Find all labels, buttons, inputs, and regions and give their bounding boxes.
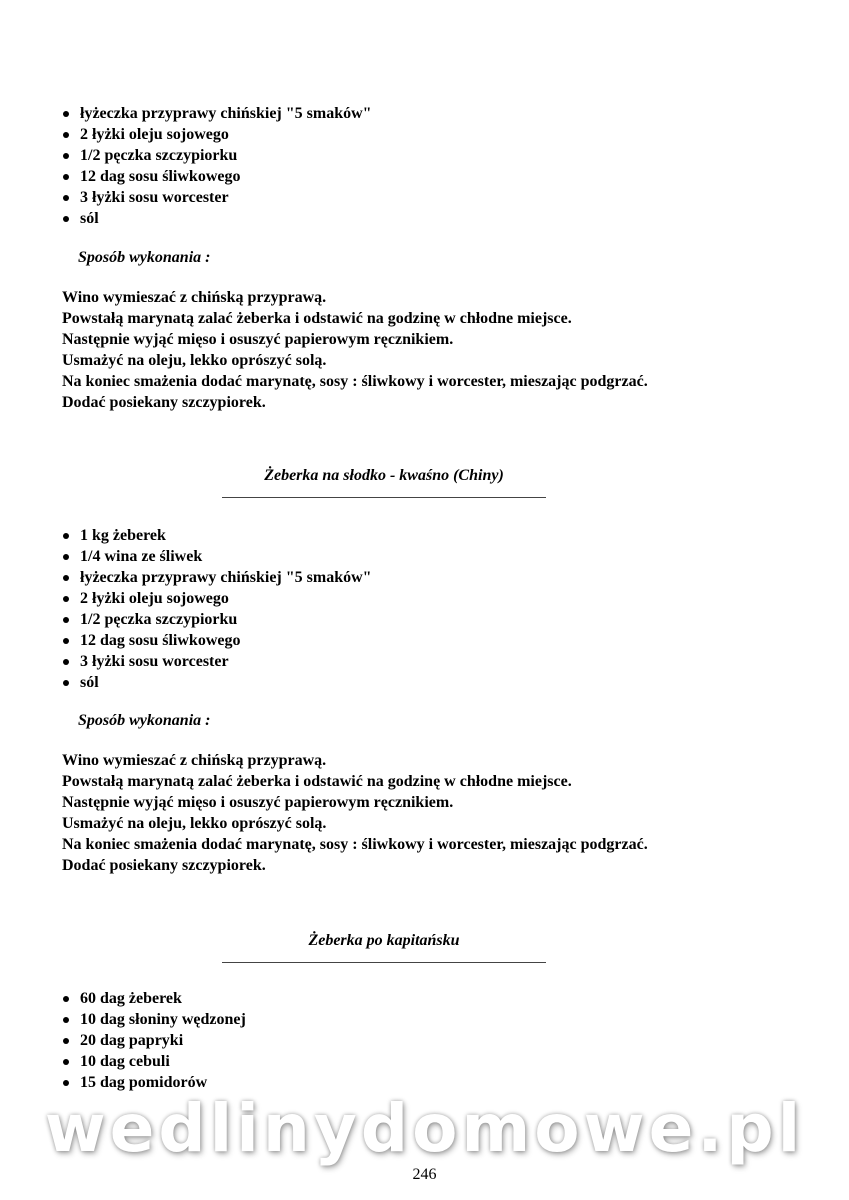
method-line: Usmażyć na oleju, lekko oprószyć solą. — [62, 352, 327, 369]
bullet-icon — [63, 575, 69, 581]
title-divider — [222, 962, 546, 963]
ingredient: 1/2 pęczka szczypiorku — [80, 147, 238, 164]
method-line: Dodać posiekany szczypiorek. — [62, 394, 266, 411]
ingredient: 15 dag pomidorów — [80, 1074, 208, 1091]
bullet-icon — [63, 596, 69, 602]
list-item — [0, 630, 849, 651]
ingredient: 1 kg żeberek — [80, 527, 166, 544]
bullet-icon — [63, 1080, 69, 1086]
list-item — [0, 1009, 849, 1030]
bullet-icon — [63, 1017, 69, 1023]
ingredient: 1/2 pęczka szczypiorku — [80, 611, 238, 628]
method-line: Dodać posiekany szczypiorek. — [62, 857, 266, 874]
method-line: Wino wymieszać z chińską przyprawą. — [62, 289, 327, 306]
list-item — [0, 103, 849, 124]
method-text-1 — [62, 287, 648, 413]
bullet-icon — [63, 1038, 69, 1044]
ingredient: 2 łyżki oleju sojowego — [80, 590, 229, 607]
recipe-title: Żeberka po kapitańsku — [308, 932, 460, 949]
ingredients-list-2 — [0, 525, 849, 693]
bullet-icon — [63, 216, 69, 222]
ingredient: 20 dag papryki — [80, 1032, 184, 1049]
ingredient: sól — [80, 210, 99, 227]
list-item — [0, 567, 849, 588]
ingredient: sól — [80, 674, 99, 691]
list-item — [0, 609, 849, 630]
recipe-title: Żeberka na słodko - kwaśno (Chiny) — [264, 467, 504, 484]
ingredient: 1/4 wina ze śliwek — [80, 548, 203, 565]
ingredient: 10 dag słoniny wędzonej — [80, 1011, 246, 1028]
bullet-icon — [63, 680, 69, 686]
ingredient: 12 dag sosu śliwkowego — [80, 168, 241, 185]
bullet-icon — [63, 638, 69, 644]
list-item — [0, 1051, 849, 1072]
bullet-icon — [63, 617, 69, 623]
list-item — [0, 1030, 849, 1051]
bullet-icon — [63, 195, 69, 201]
bullet-icon — [63, 533, 69, 539]
method-line: Następnie wyjąć mięso i osuszyć papierowym ręcznikiem. — [62, 794, 454, 811]
method-line: Powstałą marynatą zalać żeberka i odstawić na godzinę w chłodne miejsce. — [62, 310, 572, 327]
ingredient: łyżeczka przyprawy chińskiej "5 smaków" — [80, 569, 372, 586]
method-line: Powstałą marynatą zalać żeberka i odstawić na godzinę w chłodne miejsce. — [62, 773, 572, 790]
bullet-icon — [63, 153, 69, 159]
method-line: Na koniec smażenia dodać marynatę, sosy : śliwkowy i worcester, mieszając podgrzać. — [62, 836, 648, 853]
watermark: wedlinydomowe.pl — [44, 1090, 805, 1167]
bullet-icon — [63, 111, 69, 117]
ingredient: 60 dag żeberek — [80, 990, 182, 1007]
method-heading: Sposób wykonania : — [78, 249, 211, 266]
ingredients-list-3 — [0, 988, 849, 1093]
bullet-icon — [63, 1059, 69, 1065]
ingredient: 12 dag sosu śliwkowego — [80, 632, 241, 649]
method-text-2 — [62, 750, 648, 876]
list-item — [0, 988, 849, 1009]
ingredient: łyżeczka przyprawy chińskiej "5 smaków" — [80, 105, 372, 122]
method-heading: Sposób wykonania : — [78, 712, 211, 729]
list-item — [0, 651, 849, 672]
method-line: Na koniec smażenia dodać marynatę, sosy : śliwkowy i worcester, mieszając podgrzać. — [62, 373, 648, 390]
bullet-icon — [63, 174, 69, 180]
ingredient: 2 łyżki oleju sojowego — [80, 126, 229, 143]
title-divider — [222, 497, 546, 498]
list-item — [0, 187, 849, 208]
list-item — [0, 145, 849, 166]
list-item — [0, 525, 849, 546]
ingredients-list-1 — [0, 103, 849, 229]
method-line: Następnie wyjąć mięso i osuszyć papierowym ręcznikiem. — [62, 331, 454, 348]
bullet-icon — [63, 659, 69, 665]
bullet-icon — [63, 132, 69, 138]
list-item — [0, 588, 849, 609]
bullet-icon — [63, 554, 69, 560]
bullet-icon — [63, 996, 69, 1002]
ingredient: 3 łyżki sosu worcester — [80, 653, 229, 670]
ingredient: 3 łyżki sosu worcester — [80, 189, 229, 206]
ingredient: 10 dag cebuli — [80, 1053, 170, 1070]
list-item — [0, 166, 849, 187]
list-item — [0, 672, 849, 693]
method-line: Usmażyć na oleju, lekko oprószyć solą. — [62, 815, 327, 832]
page-number: 246 — [412, 1166, 437, 1183]
list-item — [0, 208, 849, 229]
list-item — [0, 546, 849, 567]
list-item — [0, 124, 849, 145]
method-line: Wino wymieszać z chińską przyprawą. — [62, 752, 327, 769]
